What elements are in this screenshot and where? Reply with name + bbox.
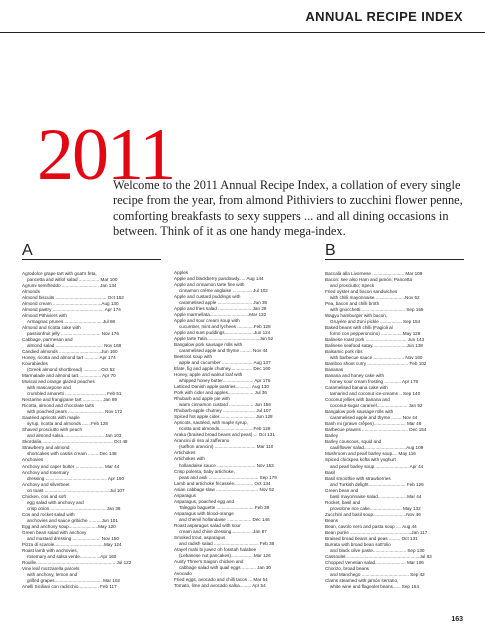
index-subentry: crumbled amaretti ................................ Feb 51 [27, 391, 122, 397]
index-entry: Anelli Siciliani con radicchio................ Feb 117 [22, 583, 117, 589]
index-entry: Bananas [325, 367, 344, 373]
index-entry: Apple marmellata...............................Mar 132 [174, 312, 267, 318]
index-entry: Latticed Danish apple pastries............ Aug 130 [174, 384, 269, 390]
index-subentry: peas and aioli ....................................... Sep 179 [179, 474, 277, 480]
index-entry: Araka (braised broad beans and peas) ... Oct 131 [174, 432, 275, 438]
index-entry: Anchovy and caper butter ...................... Mar 44 [22, 463, 120, 469]
index-column-b [325, 243, 464, 590]
index-entry: Bacon: see also Ham and jamón; Pancetta [325, 277, 413, 283]
index-entry: Roast lamb with anchovies, [22, 547, 78, 553]
index-entry: Almond Pithiviers with [22, 313, 67, 319]
index-entry: Sautéed apricots with maple [22, 415, 80, 421]
index-entry: Apple and suet puddings.......................Jun 124 [174, 330, 271, 336]
index-subentry: and pearl barley soup........................... Apr 44 [330, 463, 424, 469]
index-entry: Braised broad beans and peas ......... Oct 131 [325, 535, 418, 541]
index-entry: Apple and fries salad .......................... Jan 28 [174, 306, 267, 312]
index-entry: Clams steamed with jamón serrano, [325, 577, 399, 583]
index-subentry: Armagnac prunes ..............................Jul 98 [27, 319, 116, 325]
index-column-a [22, 243, 161, 590]
index-entry: Spiced chickpea kofta with yoghurt [325, 457, 396, 463]
index-entry: Spiced hot apple cider............................ Jun 128 [174, 414, 273, 420]
index-subentry: caramelised apple and thyme ......... Nov 44 [179, 348, 268, 354]
index-subentry: caramelised apple and thyme ........ Nov 44 [330, 415, 418, 421]
index-entry: Caramelised banana cake with [325, 385, 388, 391]
index-entry: Bamboo shoot curry ................................ Feb 102 [325, 361, 427, 367]
index-subentry: tamarind and coconut ice-creams .. Sep 140 [330, 391, 421, 397]
index-entry: Roast asparagus salad with sour [174, 522, 241, 528]
index-subentry: crisp onion............................................ Jan 38 [27, 505, 121, 511]
index-subentry: hollandaise sauce .............................. Nov 153 [179, 462, 274, 468]
index-entry: Chopped Venetian salad........................ Mar 106 [325, 559, 424, 565]
index-subentry: with anchovy, lemon and [27, 571, 78, 577]
index-entry: Apple tarte Tatin.........................................Jun 52 [174, 336, 274, 342]
index-subentry: and almond salsa................................ Jan 103 [27, 433, 122, 439]
index-subentry: with poached pears ............................ Nov 172 [27, 409, 123, 415]
index-entry: Asparagus [174, 492, 196, 498]
index-entry: Rhubarb-apple chutney ......................... Jul 107 [174, 408, 272, 414]
index-subentry: almond salad ..................................... Nov 168 [27, 343, 122, 349]
index-entry: Marmalade and almond tart.................. Apr 70 [22, 373, 116, 379]
index-entry: Baccalà alla Livornese ......................... Mar 109 [325, 271, 423, 276]
index-subentry: Gruyère and Zuni pickle ................. Sep 154 [330, 319, 421, 325]
index-entry: Anchovies [22, 457, 44, 463]
index-entry: Chicken, cos and soft [22, 493, 66, 499]
index-subentry: warm cinnamon custard ................... Jun 156 [179, 402, 271, 408]
index-entry: Bean purée ................................................Jan 117 [325, 529, 428, 535]
index-subentry: provolone rice cake......................... May 132 [330, 505, 421, 511]
index-entry: Balsamic pork ribs [325, 349, 363, 355]
index-subentry: honey sour cream frosting ............. Apr 178 [330, 379, 419, 385]
index-entry: Agrumi semifreddo ............................. Jan 134 [22, 283, 117, 289]
index-subentry: and Turkish delight............................. Feb 126 [330, 481, 424, 487]
index-entry: Barley couscous, squid and [325, 439, 382, 445]
index-entry: Balinese seafood satay...........................Jun 138 [325, 343, 423, 349]
index-subentry: white wine and flageolet beans...... Sep 154 [330, 583, 419, 589]
index-entry: Barbecue prawns .................................... Dec 154 [325, 427, 427, 433]
entry-list [22, 271, 161, 590]
index-subentry: and prosciutto; Speck [330, 283, 375, 289]
index-entry: Agrodolce grape tart with goat's feta, [22, 271, 97, 276]
index-entry: Anchovy and rosemary [22, 469, 69, 475]
index-entry: Banh mi (prawn crêpes)......................... Mar 46 [325, 421, 422, 427]
index-entry: Apple and custard puddings with [174, 294, 241, 300]
index-subentry: pancetta and witlof salad ................ Mar 100 [27, 277, 118, 283]
index-subentry: caramelised apple ........................... Jun 36 [179, 300, 268, 306]
index-entry: Crisp polenta, baby artichoke, [174, 468, 235, 474]
index-entry: Cos and rocket salad with [22, 511, 75, 517]
index-entry: Baked beans with chilli (Fagioli al [325, 325, 393, 331]
index-year: 2011 [37, 114, 175, 196]
index-entry: Chorizo, broad beans [325, 565, 369, 571]
index-subentry: with gnocchetti................................... Sep 155 [330, 307, 424, 313]
index-subentry: ricotta and almonds...........................Feb 128 [179, 426, 271, 432]
index-subentry: shortcakes with cassis cream ........ Dec 148 [27, 451, 117, 457]
index-entry: Ricotta, almond and chocolate tarts [22, 403, 95, 409]
index-entry: Vine leaf mozzarella parcels [22, 565, 80, 571]
intro-paragraph: Welcome to the 2011 Annual Recipe Index, a collation of every single recipe from the year, from almond Pithiviers to zucchini flower penne, comforting breakfasts to sexy suppers ... and all dining occasions in between. Think of it as one handy mega-index. [113, 178, 463, 239]
index-entry: Anchovy and silverbeet [22, 481, 70, 487]
index-entry: Zucchini and basil soup..........................Nov 46 [325, 511, 421, 517]
index-entry: Apple and blackberry pandowdy..... Aug 144 [174, 276, 264, 282]
index-entry: Pork with cider and apples.................... Jul 36 [174, 390, 267, 396]
index-subentry: grilled grapes..................................... Mar 102 [27, 577, 120, 583]
index-subentry: cauliflower salad.................................Aug 109 [330, 445, 424, 451]
index-entry: Burrata with broad bean sott'olio [325, 541, 391, 547]
index-entry: Bangalow pork sausage rolls with [325, 409, 394, 415]
index-subentry: with mascarpone and [27, 385, 71, 391]
index-subentry: (saffron arancini) ................................ Mar 110 [179, 444, 274, 450]
index-entry: Fried eggs, avocado and chilli tacos ... Mar 54 [174, 576, 268, 582]
index-subentry: cabbage salad with quail eggs ........... Jan 30 [179, 564, 271, 570]
index-subentry: and black olive paste.......................... Sep 130 [330, 547, 425, 553]
index-subentry: cinnamon crème anglaise ............... Jul 102 [179, 288, 268, 294]
index-entry: Shaved prosciutto with peach [22, 427, 83, 433]
index-subentry: rosemary and salsa verde................Apr 160 [27, 553, 117, 559]
index-entry: Almond cream ......................................Aug 130 [22, 301, 119, 307]
index-entry: Banana and honey cake with [325, 373, 384, 379]
index-entry: Pizza di scarole.......................................May 124 [22, 541, 122, 547]
index-entry: Tomato, lime and avocado salsa......... Apr 54 [174, 582, 266, 588]
index-subentry: and Manchego ..................................... Sep 42 [330, 571, 425, 577]
index-subentry: (Greek almond shortbread) ..............Oct 52 [27, 367, 115, 373]
index-subentry: cream and chive dressing.................Jan 87 [179, 528, 267, 534]
page-number: 163 [451, 616, 463, 623]
index-subentry: forno con pepperoncino) .................May 128 [330, 331, 421, 337]
index-entry: Asparagus with blood-orange [174, 510, 234, 516]
index-subentry: with barbecue sauce ........................ Nov 160 [330, 355, 423, 361]
index-entry: Basil [325, 469, 335, 475]
index-subentry: basil mayonnaise salad.......................Mar 44 [330, 493, 422, 499]
index-subentry: dressing ................................................ Apr 150 [27, 475, 125, 481]
index-entry: Elate, fig and apple chutney................. Dec 160 [174, 366, 271, 372]
index-subentry: anchovies and sauce gribiche ..........Jun 101 [27, 517, 118, 523]
index-entry: Almond and ricotta cake with [22, 325, 81, 331]
index-subentry: and chervil hollandaise ................... Dec 146 [179, 516, 270, 522]
index-entry: Beetroot soup with [174, 354, 213, 360]
index-subentry: whipped honey butter........................ Apr 176 [179, 378, 271, 384]
index-entry: Almond pastry ........................................ Apr 174 [22, 307, 121, 313]
index-entry: Candied almonds .................................Jun 160 [22, 349, 118, 355]
index-entry: Aunty Three's Saigon chicken and [174, 558, 244, 564]
index-entry: Barley [325, 433, 339, 439]
index-entry: Honey, ricotta and almond tart ........... Apr 174 [22, 355, 116, 361]
index-entry: Rouille.............................................................. Jul 122 [22, 559, 132, 565]
index-subentry: cucumber, mint and lychees .............Feb 128 [179, 324, 271, 330]
index-entry: Almonds [22, 289, 40, 295]
index-entry: Balinese roast pork ................................ Jun 143 [325, 337, 425, 343]
section-letter: B [325, 243, 464, 260]
index-subentry: egg salad with anchovy and [27, 499, 84, 505]
index-entry: Fried oyster and bacon sandwiches [325, 289, 398, 295]
index-entry: Pea, bacon and chilli broth [325, 301, 380, 307]
index-subentry: with chilli mayonnaise........................Nov 52 [330, 295, 420, 301]
index-entry: Coconut jellies with banana and [325, 397, 390, 403]
index-entry: Arancini di riso al zafferano [174, 438, 230, 444]
index-entry: Bangalow pork sausage rolls with [174, 342, 243, 348]
index-entry: Green bean and [325, 487, 359, 493]
index-entry: Rocket, basil and [325, 499, 361, 505]
index-entry: Green bean salad with anchovy [22, 529, 87, 535]
index-subentry: passionfruit jelly ............................... Nov 176 [27, 331, 119, 337]
index-entry: Apples [174, 270, 189, 275]
index-entry: Apple and sour cream soup with [174, 318, 240, 324]
section-letter: A [22, 243, 161, 260]
index-entry: Asian cabbage slaw ................................. Nov 52 [174, 486, 275, 492]
entry-list [325, 271, 464, 590]
index-subentry: Taleggio baguette ..............................Feb 38 [179, 504, 270, 510]
index-subentry: apple and cucumber ........................ Aug 137 [179, 360, 271, 366]
index-subentry: and radish salad ................................... Feb 38 [179, 540, 275, 546]
entry-list [174, 270, 313, 589]
index-entry: Atayef mahi bi juwez oh fosstah halabee [174, 546, 257, 552]
index-entry: Skordalia........................................................ Oct 48 [22, 439, 128, 445]
header-divider [0, 32, 485, 33]
index-entry: Smoked trout, asparagus [174, 534, 226, 540]
index-column-a-continued [174, 243, 313, 589]
index-subentry: coconut-sugar caramel........................ Jan 92 [330, 403, 423, 409]
index-subentry: and mustard dressing ...................... Nov 150 [27, 535, 119, 541]
index-entry: Asparagus, poached egg and [174, 498, 235, 504]
index-entry: Cabbage, parmesan and [22, 337, 73, 343]
index-entry: Nectarine and frangipane tart ............... Jan 89 [22, 397, 117, 403]
index-entry: Artichokes [174, 450, 196, 456]
index-entry: Wagyu hamburger with bacon, [325, 313, 388, 319]
index-entry: Apple and cinnamon tarte fine with [174, 282, 245, 288]
index-entry: Muscat and orange glazed peaches [22, 379, 95, 385]
index-entry: Honey, apple and walnut loaf with [174, 372, 243, 378]
page-header-title: ANNUAL RECIPE INDEX [305, 9, 463, 24]
index-entry: Egg and anchovy soup.......................May 120 [22, 523, 116, 529]
index-entry: Artichokes with [174, 456, 205, 462]
index-entry: Bean, cavolo nero and pasta soup .... Aug 44 [325, 523, 417, 529]
index-entry: Avocado [174, 570, 192, 576]
index-entry: Cassoulet .........................................................Jul 83 [325, 553, 432, 559]
index-entry: Mushroom and pearl barley soup.... May 116 [325, 451, 416, 457]
index-entry: Basil smoothie with strawberries [325, 475, 391, 481]
index-entry: Apricots, sautéed, with maple syrup, [174, 420, 248, 426]
index-entry: Strawberry and almond [22, 445, 70, 451]
index-entry: Rhubarb and apple pie with [174, 396, 230, 402]
index-subentry: on toast ...................................................Jul 107 [27, 487, 125, 493]
index-subentry: syrup, ricotta and almonds .......Feb 128 [27, 421, 108, 427]
index-entry: Kourabiedes [22, 361, 48, 367]
index-entry: Beans [325, 517, 339, 523]
index-entry: Almond biscuits ........................................ Oct 152 [22, 295, 124, 301]
index-entry: Lamb and artichoke fricassée............... Oct 134 [174, 480, 271, 486]
index-subentry: (Lebanese nut pancakes)..................Mar 126 [179, 552, 271, 558]
